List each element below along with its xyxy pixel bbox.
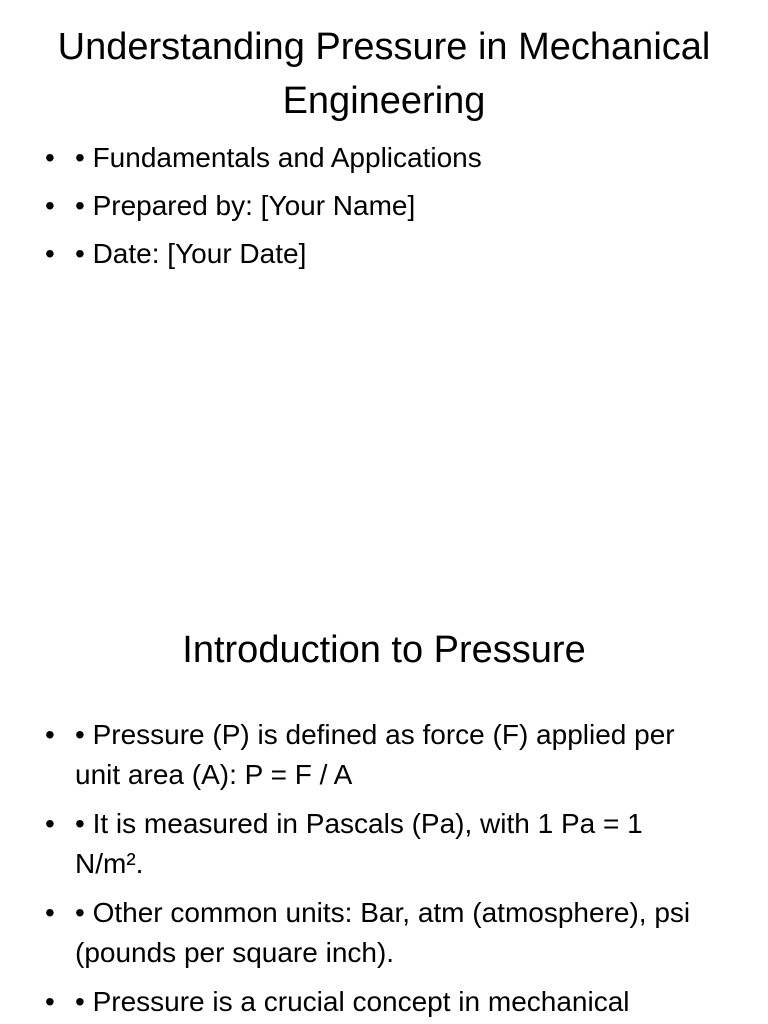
bullet-text: • Pressure is a crucial concept in mechanical (75, 986, 630, 1017)
bullet-list (40, 715, 700, 1024)
bullet-item (40, 186, 700, 226)
bullet-text: • It is measured in Pascals (Pa), with 1 Pa = 1 N/m². (75, 808, 643, 879)
bullet-text: • Date: [Your Date] (75, 238, 307, 269)
bullet-icon: • (45, 190, 55, 221)
bullet-text: • Other common units: Bar, atm (atmosphere), psi (pounds per square inch). (75, 897, 691, 968)
bullet-text: • Pressure (P) is defined as force (F) applied per unit area (A): P = F / A (75, 719, 675, 790)
bullet-icon: • (45, 142, 55, 173)
bullet-text: • Fundamentals and Applications (75, 142, 482, 173)
bullet-icon: • (45, 808, 55, 839)
bullet-icon: • (45, 238, 55, 269)
bullet-icon: • (45, 986, 55, 1017)
bullet-item (40, 234, 700, 274)
bullet-item (40, 893, 700, 973)
slide-title: Understanding Pressure in Mechanical Engineering (57, 26, 711, 122)
bullet-text: • Prepared by: [Your Name] (75, 190, 416, 221)
bullet-item (40, 982, 700, 1022)
bullet-item (40, 138, 700, 178)
bullet-icon: • (45, 897, 55, 928)
bullet-list (40, 138, 700, 282)
bullet-item (40, 715, 700, 795)
bullet-icon: • (45, 719, 55, 750)
bullet-item (40, 804, 700, 884)
slide-title: Introduction to Pressure (182, 629, 586, 671)
slide-introduction (0, 576, 768, 1024)
